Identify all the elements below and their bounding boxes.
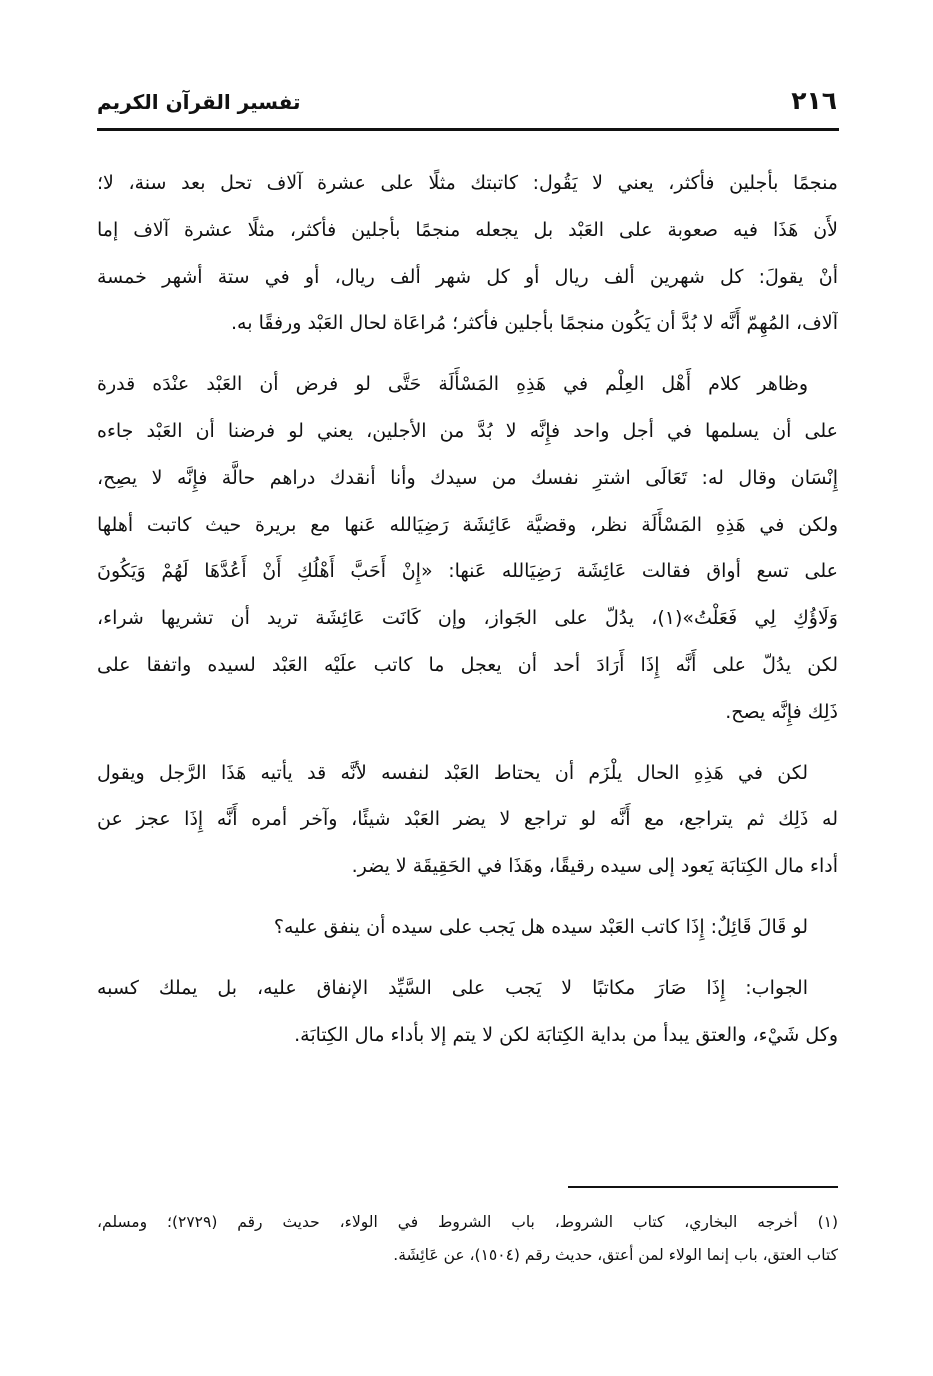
text-line: منجمًا بأجلين فأكثر، يعني لا يَقُول: كاتبتك مثلًا على عشرة آلاف تحل بعد سنة، لا؛ [97,172,838,194]
text-line: الجواب: إِذَا صَارَ مكاتبًا لا يَجب على السَّيِّد الإنفاق عليه، بل يملك كسبه [97,976,808,999]
text-line: لو قَالَ قَائِلٌ: إِذَا كاتب العَبْد سيده هل يَجب على سيده أن ينفق عليه؟ [273,915,808,938]
paragraph-3 [97,750,838,890]
text-line: ذَلِك فإِنَّه يصح. [725,700,838,723]
text-line: لكن في هَذِهِ الحال يلْزَم أن يحتاط العَبْد لنفسه لأنَّه قد يأتيه هَذَا الرَّجل ويقول [97,761,808,784]
page-number: ٢١٦ [791,86,837,115]
text-line: على تسع أواق فقالت عَائِشَة رَضِيَالله عَنها: «إِنْ أَحَبَّ أَهْلُكِ أَنْ أَعُدَّهَا لَهُمْ وَيَكُونَ [97,560,838,583]
paragraph-1 [97,160,838,347]
header-rule [97,128,839,131]
text-line: أداء مال الكِتابَة يَعود إلى سيده رقيقًا، وهَذَا في الحَقِيقَة لا يضر. [351,855,838,878]
text-line: وظاهر كلام أَهْل العِلْم في هَذِهِ المَسْأَلَة حَتَّى لو فرض أن العَبْد عنْدَه قدرة [97,373,808,396]
text-line: لكن يدُلّ على أَنَّه إِذَا أَرَادَ أحد أن يعجل ما كاتب علَيْه العَبْد لسيده واتفقا على [97,653,838,676]
body-text [97,160,838,1058]
text-line: وكل شَيْء، والعتق يبدأ من بداية الكِتابَة لكن لا يتم إلا بأداء مال الكِتابَة. [294,1023,838,1046]
paragraph-5 [97,965,838,1059]
paragraph-4 [97,904,838,951]
text-line: لأَن هَذَا فيه صعوبة على العَبْد بل يجعله منجمًا بأجلين فأكثر، مثلًا عشرة آلاف إما [97,218,838,241]
text-line: آلاف، المُهِمّ أَنَّه لا بُدَّ أن يَكُون منجمًا بأجلين فأكثر؛ مُراعَاة لحال العَبْد ورفقًا به. [231,312,838,335]
text-line: إِنْسَان وقال له: تَعَالَى اشترِ نفسك من سيدك وأنا أنقدك دراهم حالَّة فإِنَّه لا يصِح، [97,466,838,489]
paragraph-2 [97,361,838,735]
footnote-line: (١) أخرجه البخاري، كتاب الشروط، باب الشروط في الولاء، حديث رقم (٢٧٢٩)؛ ومسلم، [97,1213,838,1231]
footnote-rule [568,1186,838,1188]
text-line: وَلَاؤُكِ لِي فَعَلْتُ»(١)، يدُلّ على الجَواز، وإن كَانَت عَائِشَة تريد أن تشريها شراء، [97,607,838,630]
text-line: له ذَلِك ثم يتراجع، مع أَنَّه لو تراجع لا يضر العَبْد شيئًا، وآخر أمره أَنَّه إِذَا عجز عن [97,808,838,831]
text-line: أنْ يقولَ: كل شهرين ألف ريال أو كل شهر ألف ريال، أو في ستة أشهر خمسة [97,265,838,288]
text-line: على أن يسلمها في أجل واحد فإِنَّه لا بُدَّ من الأجلين، يعني لو فرضنا أن العَبْد جاءه [97,419,838,442]
footnotes [97,1206,838,1272]
text-line: ولكن في هَذِهِ المَسْأَلَة نظر، وقضيَّة عَائِشَة رَضِيَالله عَنها مع بريرة حيث كاتبت أهلها [97,513,838,536]
footnote-line: كتاب العتق، باب إنما الولاء لمن أعتق، حديث رقم (١٥٠٤)، عن عَائِشَة. [393,1246,838,1264]
book-title: تفسير القرآن الكريم [97,90,301,114]
running-header [97,86,837,126]
